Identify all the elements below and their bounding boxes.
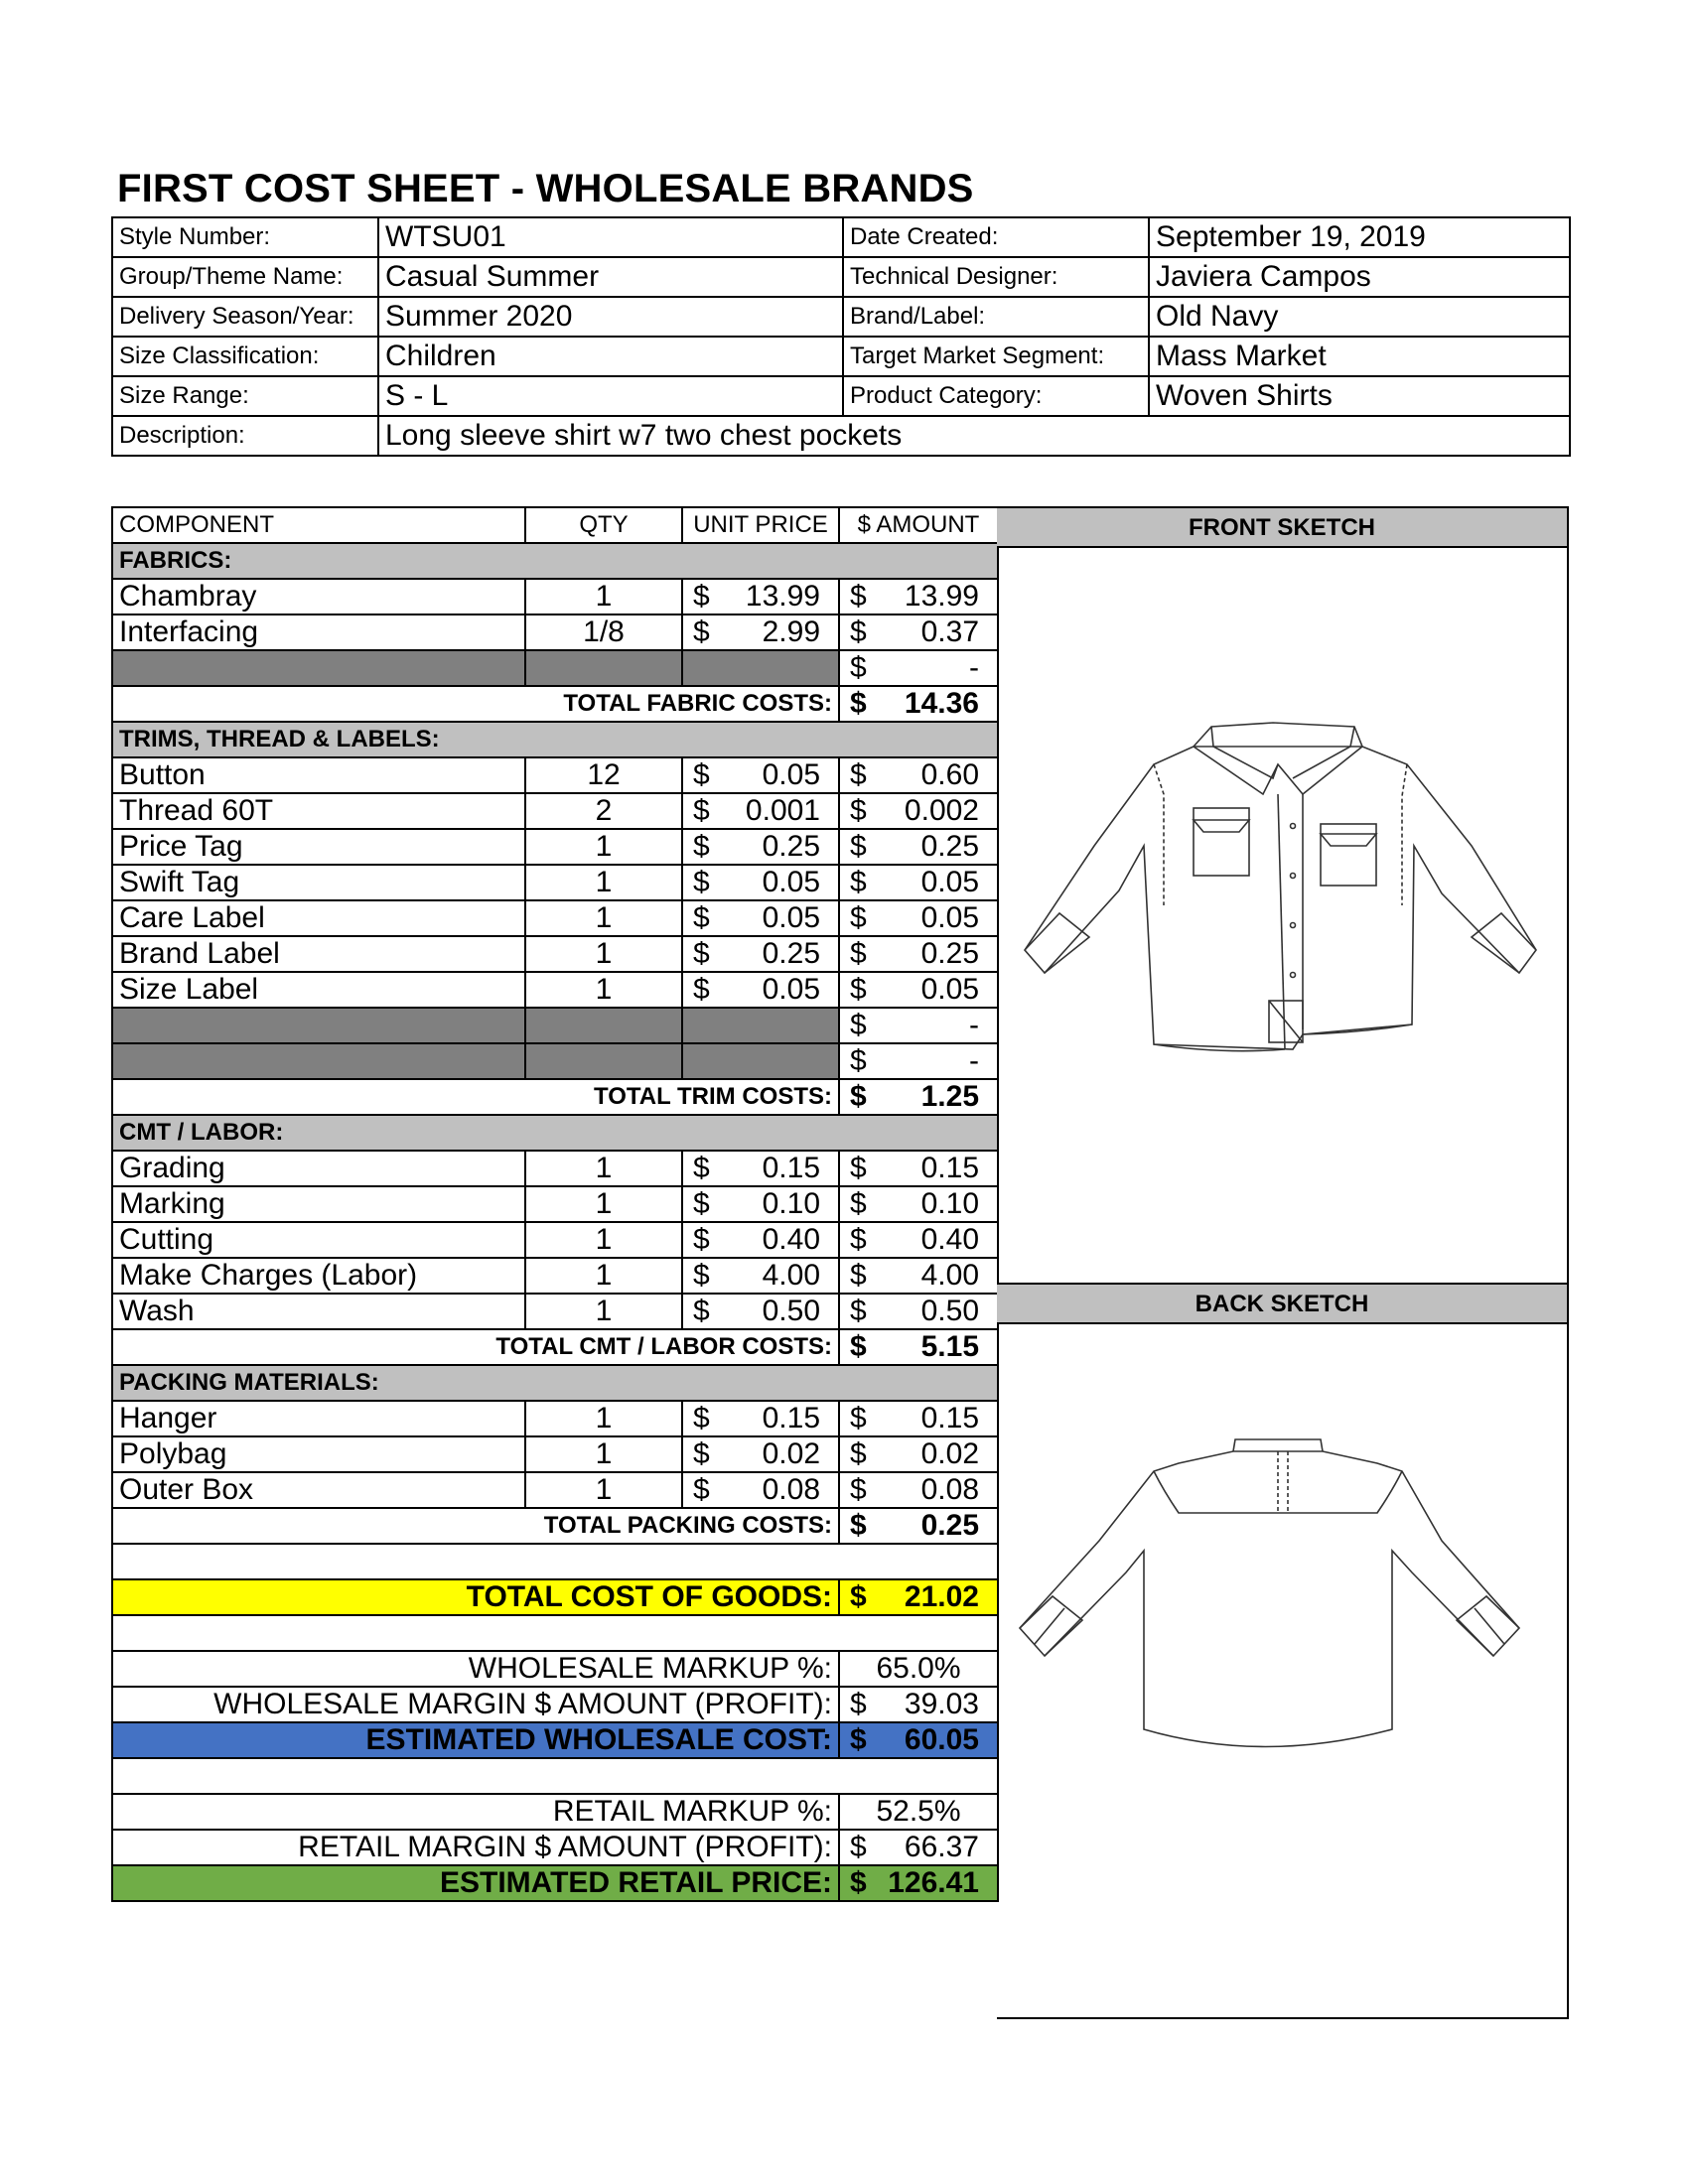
retail-markup-label: RETAIL MARKUP %: xyxy=(112,1794,839,1830)
retail-margin-label: RETAIL MARGIN $ AMOUNT (PROFIT): xyxy=(112,1830,839,1865)
amount-value: 0.05 xyxy=(920,901,979,934)
info-row xyxy=(112,376,1570,416)
amount xyxy=(839,1258,998,1294)
info-value: Javiera Campos xyxy=(1149,257,1570,297)
currency-symbol: $ xyxy=(850,1831,867,1863)
blank-amount xyxy=(839,1043,998,1079)
info-row xyxy=(112,297,1570,337)
section-header-packing xyxy=(112,1365,998,1401)
info-value: Casual Summer xyxy=(378,257,843,297)
qty: 1 xyxy=(525,579,682,614)
unit-price-value: 0.40 xyxy=(762,1223,820,1256)
section-label: PACKING MATERIALS: xyxy=(112,1365,998,1401)
total-cost-of-goods xyxy=(112,1579,998,1615)
line-item xyxy=(112,1436,998,1472)
wholesale-markup xyxy=(112,1651,998,1687)
amount-value: 0.10 xyxy=(920,1187,979,1220)
amount xyxy=(839,972,998,1008)
currency-symbol: $ xyxy=(850,580,867,613)
qty: 1 xyxy=(525,972,682,1008)
currency-symbol: $ xyxy=(693,937,710,970)
info-label: Delivery Season/Year: xyxy=(112,297,378,337)
currency-symbol: $ xyxy=(850,866,867,898)
currency-symbol: $ xyxy=(850,1866,867,1899)
blank-line-item xyxy=(112,1008,998,1043)
blank-cell xyxy=(682,1008,839,1043)
info-row xyxy=(112,337,1570,376)
retail-markup xyxy=(112,1794,998,1830)
currency-symbol: $ xyxy=(693,1473,710,1506)
qty: 2 xyxy=(525,793,682,829)
currency-symbol: $ xyxy=(850,1402,867,1434)
qty: 1 xyxy=(525,1294,682,1329)
component-name: Chambray xyxy=(112,579,525,614)
unit-price xyxy=(682,579,839,614)
blank-cell xyxy=(525,650,682,686)
info-label: Group/Theme Name: xyxy=(112,257,378,297)
info-value: Mass Market xyxy=(1149,337,1570,376)
info-value: Woven Shirts xyxy=(1149,376,1570,416)
currency-symbol: $ xyxy=(693,1295,710,1327)
unit-price-value: 0.25 xyxy=(762,830,820,863)
blank-cell xyxy=(112,650,525,686)
qty: 1 xyxy=(525,1436,682,1472)
wholesale-margin xyxy=(112,1687,998,1722)
currency-symbol: $ xyxy=(693,830,710,863)
wholesale-margin-amount xyxy=(839,1687,998,1722)
total-cost-of-goods-amount xyxy=(839,1579,998,1615)
line-item xyxy=(112,1401,998,1436)
info-label: Technical Designer: xyxy=(843,257,1149,297)
section-total-packing xyxy=(112,1508,998,1544)
currency-symbol: $ xyxy=(850,1044,867,1077)
unit-price xyxy=(682,757,839,793)
amount xyxy=(839,1436,998,1472)
estimated-wholesale-cost-amount-value: 60.05 xyxy=(904,1723,979,1756)
currency-symbol: $ xyxy=(693,901,710,934)
estimated-retail-price xyxy=(112,1865,998,1901)
qty: 1 xyxy=(525,1222,682,1258)
currency-symbol: $ xyxy=(850,1187,867,1220)
unit-price-value: 0.15 xyxy=(762,1402,820,1434)
component-name: Care Label xyxy=(112,900,525,936)
amount-value: 0.15 xyxy=(920,1152,979,1184)
back-shirt-sketch xyxy=(1005,1432,1561,1769)
currency-symbol: $ xyxy=(850,830,867,863)
wholesale-margin-amount-value: 39.03 xyxy=(904,1688,979,1720)
component-name: Hanger xyxy=(112,1401,525,1436)
sheet-title: FIRST COST SHEET - WHOLESALE BRANDS xyxy=(117,167,974,210)
line-item xyxy=(112,1186,998,1222)
spacer xyxy=(112,1615,998,1651)
amount-value: 4.00 xyxy=(920,1259,979,1292)
unit-price xyxy=(682,936,839,972)
currency-symbol: $ xyxy=(693,1402,710,1434)
info-value: S - L xyxy=(378,376,843,416)
info-label: Size Range: xyxy=(112,376,378,416)
retail-markup-value: 52.5% xyxy=(839,1794,998,1830)
unit-price xyxy=(682,1222,839,1258)
qty: 1 xyxy=(525,936,682,972)
total-label: TOTAL PACKING COSTS: xyxy=(112,1508,839,1544)
currency-symbol: $ xyxy=(850,1473,867,1506)
info-row xyxy=(112,217,1570,257)
qty: 1 xyxy=(525,1472,682,1508)
amount xyxy=(839,1294,998,1329)
amount-value: 0.25 xyxy=(920,937,979,970)
estimated-retail-price-amount xyxy=(839,1865,998,1901)
amount-value: 0.08 xyxy=(920,1473,979,1506)
amount-value: 0.25 xyxy=(920,830,979,863)
component-name: Swift Tag xyxy=(112,865,525,900)
info-label: Style Number: xyxy=(112,217,378,257)
wholesale-margin-label: WHOLESALE MARGIN $ AMOUNT (PROFIT): xyxy=(112,1687,839,1722)
line-item xyxy=(112,757,998,793)
info-label: Brand/Label: xyxy=(843,297,1149,337)
estimated-retail-price-label: ESTIMATED RETAIL PRICE: xyxy=(112,1865,839,1901)
unit-price-value: 13.99 xyxy=(745,580,820,613)
col-component: COMPONENT xyxy=(112,507,525,543)
line-item xyxy=(112,865,998,900)
component-name: Cutting xyxy=(112,1222,525,1258)
style-info-table xyxy=(111,216,1571,457)
description-value: Long sleeve shirt w7 two chest pockets xyxy=(378,416,1570,456)
component-name: Thread 60T xyxy=(112,793,525,829)
amount-value: 0.05 xyxy=(920,973,979,1006)
section-label: FABRICS: xyxy=(112,543,998,579)
line-item xyxy=(112,1151,998,1186)
front-shirt-sketch xyxy=(1005,707,1561,1064)
currency-symbol: $ xyxy=(850,937,867,970)
currency-symbol: $ xyxy=(693,1152,710,1184)
col-amount: $ AMOUNT xyxy=(839,507,998,543)
section-header-cmt xyxy=(112,1115,998,1151)
unit-price-value: 0.02 xyxy=(762,1437,820,1470)
currency-symbol: $ xyxy=(850,1509,867,1542)
info-value: September 19, 2019 xyxy=(1149,217,1570,257)
currency-symbol: $ xyxy=(850,1223,867,1256)
component-name: Interfacing xyxy=(112,614,525,650)
unit-price xyxy=(682,1151,839,1186)
total-amount-value: 1.25 xyxy=(920,1080,979,1113)
currency-symbol: $ xyxy=(693,615,710,648)
amount xyxy=(839,936,998,972)
info-label: Size Classification: xyxy=(112,337,378,376)
currency-symbol: $ xyxy=(850,1437,867,1470)
total-amount xyxy=(839,1079,998,1115)
unit-price xyxy=(682,972,839,1008)
amount xyxy=(839,1186,998,1222)
currency-symbol: $ xyxy=(850,901,867,934)
currency-symbol: $ xyxy=(693,758,710,791)
spacer-row xyxy=(112,1758,998,1794)
unit-price xyxy=(682,1294,839,1329)
unit-price xyxy=(682,793,839,829)
description-label: Description: xyxy=(112,416,378,456)
spacer xyxy=(112,1544,998,1579)
component-name: Marking xyxy=(112,1186,525,1222)
currency-symbol: $ xyxy=(693,794,710,827)
total-cost-of-goods-label: TOTAL COST OF GOODS: xyxy=(112,1579,839,1615)
blank-cell xyxy=(525,1008,682,1043)
qty: 1 xyxy=(525,1258,682,1294)
line-item xyxy=(112,614,998,650)
blank-cell xyxy=(682,650,839,686)
amount xyxy=(839,793,998,829)
amount-value: 0.002 xyxy=(904,794,979,827)
qty: 1 xyxy=(525,865,682,900)
line-item xyxy=(112,829,998,865)
currency-symbol: $ xyxy=(850,1080,867,1113)
amount xyxy=(839,1472,998,1508)
component-name: Size Label xyxy=(112,972,525,1008)
retail-margin-amount xyxy=(839,1830,998,1865)
estimated-wholesale-cost-amount xyxy=(839,1722,998,1758)
unit-price-value: 0.05 xyxy=(762,901,820,934)
info-value: Summer 2020 xyxy=(378,297,843,337)
blank-cell xyxy=(112,1043,525,1079)
total-amount xyxy=(839,1508,998,1544)
line-item xyxy=(112,936,998,972)
currency-symbol: $ xyxy=(850,1259,867,1292)
currency-symbol: $ xyxy=(850,1688,867,1720)
qty: 1 xyxy=(525,1186,682,1222)
currency-symbol: $ xyxy=(850,615,867,648)
total-amount-value: 5.15 xyxy=(920,1330,979,1363)
wholesale-markup-label: WHOLESALE MARKUP %: xyxy=(112,1651,839,1687)
amount xyxy=(839,614,998,650)
blank-line-item xyxy=(112,1043,998,1079)
currency-symbol: $ xyxy=(693,1223,710,1256)
total-label: TOTAL FABRIC COSTS: xyxy=(112,686,839,722)
info-value: WTSU01 xyxy=(378,217,843,257)
unit-price xyxy=(682,900,839,936)
component-name: Grading xyxy=(112,1151,525,1186)
qty: 1 xyxy=(525,1401,682,1436)
line-item xyxy=(112,972,998,1008)
line-item xyxy=(112,1472,998,1508)
unit-price-value: 0.25 xyxy=(762,937,820,970)
section-label: CMT / LABOR: xyxy=(112,1115,998,1151)
unit-price xyxy=(682,1258,839,1294)
unit-price-value: 0.001 xyxy=(745,794,820,827)
currency-symbol: $ xyxy=(850,687,867,720)
currency-symbol: $ xyxy=(693,973,710,1006)
currency-symbol: $ xyxy=(850,794,867,827)
blank-amount-value: - xyxy=(969,1044,979,1077)
unit-price-value: 0.05 xyxy=(762,866,820,898)
component-name: Button xyxy=(112,757,525,793)
estimated-retail-price-amount-value: 126.41 xyxy=(888,1866,979,1899)
retail-margin-amount-value: 66.37 xyxy=(904,1831,979,1863)
currency-symbol: $ xyxy=(850,1330,867,1363)
qty: 1 xyxy=(525,829,682,865)
spacer xyxy=(112,1758,998,1794)
info-row xyxy=(112,257,1570,297)
unit-price-value: 0.05 xyxy=(762,973,820,1006)
currency-symbol: $ xyxy=(693,580,710,613)
unit-price xyxy=(682,1401,839,1436)
unit-price xyxy=(682,1186,839,1222)
total-label: TOTAL CMT / LABOR COSTS: xyxy=(112,1329,839,1365)
amount xyxy=(839,757,998,793)
line-item xyxy=(112,579,998,614)
currency-symbol: $ xyxy=(693,1187,710,1220)
amount-value: 13.99 xyxy=(904,580,979,613)
back-sketch-header: BACK SKETCH xyxy=(997,1283,1567,1324)
total-label: TOTAL TRIM COSTS: xyxy=(112,1079,839,1115)
blank-amount-value: - xyxy=(969,1009,979,1041)
amount-value: 0.40 xyxy=(920,1223,979,1256)
total-amount-value: 0.25 xyxy=(920,1509,979,1542)
unit-price-value: 0.15 xyxy=(762,1152,820,1184)
unit-price-value: 2.99 xyxy=(762,615,820,648)
retail-margin xyxy=(112,1830,998,1865)
info-label: Target Market Segment: xyxy=(843,337,1149,376)
qty: 1/8 xyxy=(525,614,682,650)
amount xyxy=(839,865,998,900)
currency-symbol: $ xyxy=(693,866,710,898)
amount-value: 0.50 xyxy=(920,1295,979,1327)
section-header-fabrics xyxy=(112,543,998,579)
component-name: Price Tag xyxy=(112,829,525,865)
currency-symbol: $ xyxy=(693,1437,710,1470)
section-label: TRIMS, THREAD & LABELS: xyxy=(112,722,998,757)
estimated-wholesale-cost-label: ESTIMATED WHOLESALE COST: xyxy=(112,1722,839,1758)
currency-symbol: $ xyxy=(850,1152,867,1184)
col-unit-price: UNIT PRICE xyxy=(682,507,839,543)
amount-value: 0.02 xyxy=(920,1437,979,1470)
qty: 1 xyxy=(525,900,682,936)
amount-value: 0.60 xyxy=(920,758,979,791)
amount xyxy=(839,1151,998,1186)
sketch-panel xyxy=(997,506,1569,2019)
component-name: Polybag xyxy=(112,1436,525,1472)
col-qty: QTY xyxy=(525,507,682,543)
blank-amount-value: - xyxy=(969,651,979,684)
currency-symbol: $ xyxy=(850,1009,867,1041)
info-value: Old Navy xyxy=(1149,297,1570,337)
line-item xyxy=(112,793,998,829)
amount xyxy=(839,1222,998,1258)
currency-symbol: $ xyxy=(850,1295,867,1327)
currency-symbol: $ xyxy=(850,973,867,1006)
amount xyxy=(839,900,998,936)
front-sketch-header: FRONT SKETCH xyxy=(997,508,1567,548)
blank-amount xyxy=(839,650,998,686)
unit-price-value: 0.50 xyxy=(762,1295,820,1327)
component-name: Brand Label xyxy=(112,936,525,972)
section-total-trims xyxy=(112,1079,998,1115)
section-total-cmt xyxy=(112,1329,998,1365)
line-item xyxy=(112,1294,998,1329)
unit-price-value: 0.10 xyxy=(762,1187,820,1220)
blank-cell xyxy=(682,1043,839,1079)
amount-value: 0.15 xyxy=(920,1402,979,1434)
spacer-row xyxy=(112,1544,998,1579)
line-item xyxy=(112,1258,998,1294)
total-amount xyxy=(839,686,998,722)
blank-amount xyxy=(839,1008,998,1043)
component-name: Make Charges (Labor) xyxy=(112,1258,525,1294)
amount xyxy=(839,579,998,614)
info-value: Children xyxy=(378,337,843,376)
total-amount xyxy=(839,1329,998,1365)
total-amount-value: 14.36 xyxy=(904,687,979,720)
unit-price-value: 0.05 xyxy=(762,758,820,791)
blank-cell xyxy=(525,1043,682,1079)
info-label: Date Created: xyxy=(843,217,1149,257)
amount xyxy=(839,829,998,865)
qty: 1 xyxy=(525,1151,682,1186)
column-header-row xyxy=(112,507,998,543)
unit-price-value: 4.00 xyxy=(762,1259,820,1292)
unit-price xyxy=(682,1436,839,1472)
section-header-trims xyxy=(112,722,998,757)
info-label: Product Category: xyxy=(843,376,1149,416)
unit-price-value: 0.08 xyxy=(762,1473,820,1506)
unit-price xyxy=(682,829,839,865)
info-row-description xyxy=(112,416,1570,456)
currency-symbol: $ xyxy=(850,651,867,684)
estimated-wholesale-cost xyxy=(112,1722,998,1758)
line-item xyxy=(112,1222,998,1258)
currency-symbol: $ xyxy=(693,1259,710,1292)
amount-value: 0.05 xyxy=(920,866,979,898)
currency-symbol: $ xyxy=(850,758,867,791)
qty: 12 xyxy=(525,757,682,793)
currency-symbol: $ xyxy=(850,1580,867,1613)
amount xyxy=(839,1401,998,1436)
unit-price xyxy=(682,865,839,900)
component-name: Wash xyxy=(112,1294,525,1329)
unit-price xyxy=(682,614,839,650)
cost-table xyxy=(111,506,999,1902)
unit-price xyxy=(682,1472,839,1508)
blank-cell xyxy=(112,1008,525,1043)
spacer-row xyxy=(112,1615,998,1651)
wholesale-markup-value: 65.0% xyxy=(839,1651,998,1687)
amount-value: 0.37 xyxy=(920,615,979,648)
total-cost-of-goods-amount-value: 21.02 xyxy=(904,1580,979,1613)
line-item xyxy=(112,900,998,936)
currency-symbol: $ xyxy=(850,1723,867,1756)
blank-line-item xyxy=(112,650,998,686)
component-name: Outer Box xyxy=(112,1472,525,1508)
section-total-fabrics xyxy=(112,686,998,722)
